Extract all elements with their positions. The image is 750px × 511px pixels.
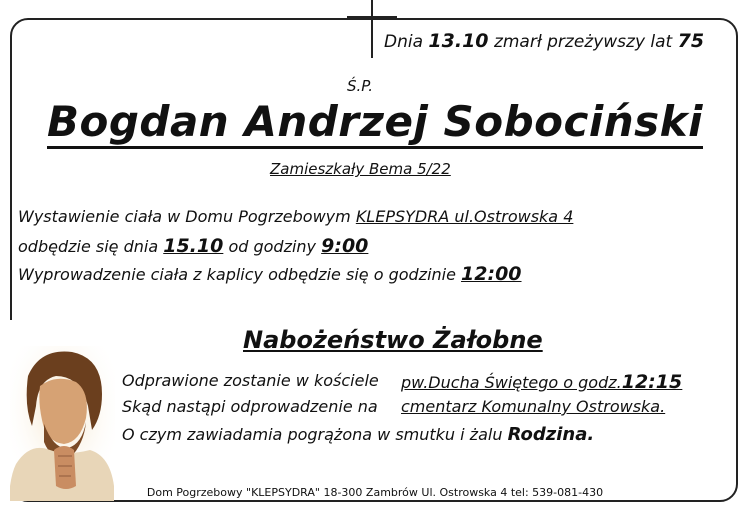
viewing-time: 9:00 [321,235,369,257]
footer-contact: Dom Pogrzebowy "KLEPSYDRA" 18-300 Zambrów Ul. Ostrowska 4 tel: 539-081-430 [146,486,604,499]
address: Zamieszkały Bema 5/22 [270,160,451,178]
date-prefix: Dnia [384,32,424,52]
died-text: zmarł przeżywszy lat [493,32,673,52]
death-date: 13.10 [428,30,489,52]
viewing-line-2 [18,235,368,257]
church-line [401,371,682,393]
viewing-line-3 [18,263,522,285]
mass-time: 12:15 [621,371,683,393]
service-line-1: Odprawione zostanie w kościele [122,371,379,390]
death-date-line [384,30,704,52]
funeral-home: KLEPSYDRA ul.Ostrowska 4 [355,207,574,226]
church: pw.Ducha Świętego o godz. [401,373,622,392]
viewing-date-prefix: odbędzie się dnia [18,237,159,256]
cross-arm [347,16,397,18]
viewing-text: Wystawienie ciała w Domu Pogrzebowym [18,207,351,226]
service-line-3 [122,424,594,445]
service-line-2: Skąd nastąpi odprowadzenie na [122,397,378,416]
cross-icon [371,0,373,58]
viewing-date: 15.10 [163,235,224,257]
viewing-time-prefix: od godziny [228,237,317,256]
announcement-text: O czym zawiadamia pogrążona w smutku i żalu [122,425,503,444]
departure-text: Wyprowadzenie ciała z kaplicy odbędzie się o godzinie [18,265,456,284]
cemetery: cmentarz Komunalny Ostrowska. [401,397,666,416]
deceased-name-line [0,97,750,146]
departure-time: 12:00 [461,263,522,285]
viewing-line-1 [18,207,573,226]
deceased-name: Bogdan Andrzej Sobociński [47,97,703,149]
age: 75 [677,30,705,52]
service-title: Nabożeństwo Żałobne [243,326,543,354]
honorific: Ś.P. [347,77,374,95]
praying-figure-image [10,346,115,501]
family: Rodzina. [507,424,595,445]
